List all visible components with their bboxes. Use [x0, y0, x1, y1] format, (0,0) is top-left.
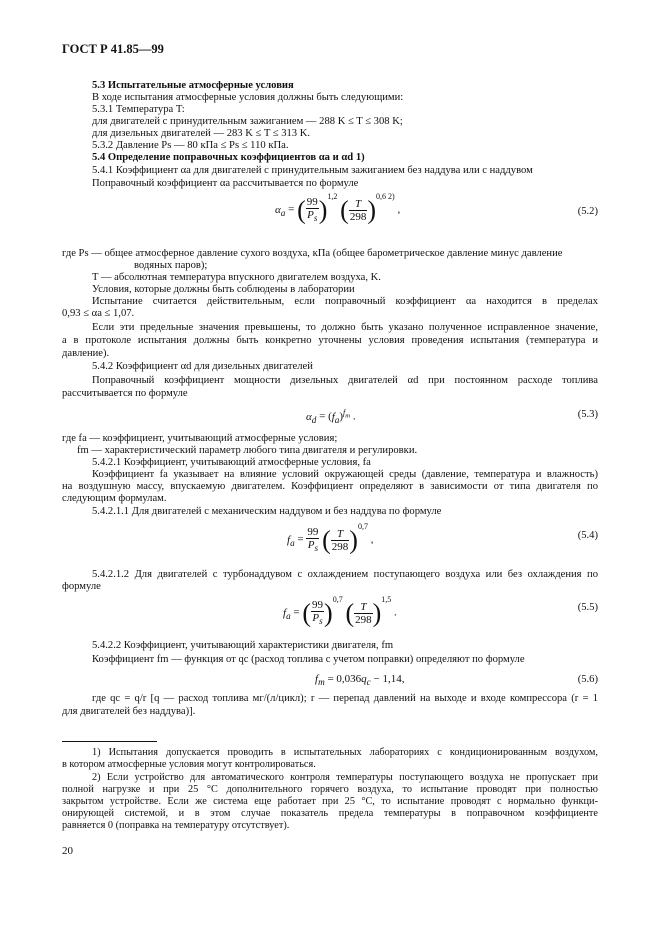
paragraph: T — абсолютная температура впускного двигателем воздуха, K. — [92, 272, 381, 283]
equation-5-3: $\alpha_d = (f_a)^{f_m}$ . — [306, 408, 356, 425]
paragraph: fm — характеристический параметр любого типа двигателя и регулировки. — [77, 445, 418, 456]
footnote-divider — [62, 741, 157, 742]
paragraph: 5.4.2.1 Коэффициент, учитывающий атмосферные условия, fa — [92, 457, 371, 468]
equation-number: (5.2) — [577, 206, 598, 217]
page-header: ГОСТ Р 41.85—99 — [62, 42, 164, 56]
equation-5-4: $f_a$ = $\frac{99}{P_s}$ ( $\frac{T}{298}$ )$^{0,7}$ , — [287, 522, 374, 555]
paragraph: для двигателей без наддува)]. — [62, 706, 196, 717]
paragraph: Поправочный коэффициент мощности дизельных двигателей αd при постоянном расходе топлива — [92, 375, 598, 386]
paragraph: Коэффициент fm — функция от qc (расход топлива с учетом поправки) определяют по формуле — [92, 654, 525, 665]
paragraph: Коэффициент fa указывает на влияние условий окружающей среды (давление, температура и влажность) — [92, 469, 598, 480]
paragraph: для дизельных двигателей — 283 K ≤ T ≤ 313 K. — [92, 128, 311, 139]
footnote-1: 1) Испытания допускается проводить в испытательных лабораториях с кондиционированным воздухом, — [92, 747, 598, 758]
paragraph: 5.4.2.1.2 Для двигателей с турбонаддувом с охлаждением поступающего воздуха или без охлаждения по — [92, 569, 598, 580]
paragraph: следующим формулам. — [62, 493, 167, 504]
paragraph: 0,93 ≤ αa ≤ 1,07. — [62, 308, 135, 319]
paragraph: а в протоколе испытания должны быть конкретно уточнены условия проведения испытания (температура и — [62, 335, 598, 346]
footnote-1: в котором атмосферные условия могут контролироваться. — [62, 759, 316, 770]
paragraph: где Ps — общее атмосферное давление сухого воздуха, кПа (общее барометрическое давление минус давление — [62, 248, 563, 259]
equation-number: (5.4) — [577, 530, 598, 541]
equation-number: (5.6) — [577, 674, 598, 685]
paragraph: формуле — [62, 581, 101, 592]
paragraph: 5.3.1 Температура T: — [92, 104, 185, 115]
section-heading-5-3: 5.3 Испытательные атмосферные условия — [92, 80, 294, 91]
paragraph: для двигателей с принудительным зажиганием — 288 K ≤ T ≤ 308 K; — [92, 116, 403, 127]
equation-5-5: $f_a$ = ( $\frac{99}{P_s}$ )$^{0,7}$ ( $\frac{T}{298}$ )$^{1,5}$ . — [283, 595, 397, 628]
section-heading-5-4: 5.4 Определение поправочных коэффициентов αa и αd 1) — [92, 152, 365, 163]
paragraph: 5.4.1 Коэффициент αa для двигателей с принудительным зажиганием без наддува или с наддувом — [92, 165, 533, 176]
footnote-2: полной нагрузке и при 25 °С дополнительного горячего воздуха, то испытание проводят при полностью — [62, 784, 598, 795]
paragraph: В ходе испытания атмосферные условия должны быть следующими: — [92, 92, 404, 103]
paragraph: где fa — коэффициент, учитывающий атмосферные условия; — [62, 433, 338, 444]
paragraph: Испытание считается действительным, если поправочный коэффициент αa находится в пределах — [92, 296, 598, 307]
paragraph: Условия, которые должны быть соблюдены в лаборатории — [92, 284, 355, 295]
equation-5-6: $f_m = 0,036q_c - 1,14$, — [315, 673, 405, 688]
footnote-2: 2) Если устройство для автоматического контроля температуры поступающего воздуха не пропускает при — [92, 772, 598, 783]
paragraph: водяных паров); — [134, 260, 208, 271]
paragraph: Поправочный коэффициент αa рассчитывается по формуле — [92, 178, 359, 189]
equation-5-2: $\alpha_a$ = ( $\frac{99}{P_s}$ )$^{1,2}$ ( $\frac{T}{298}$ )$^{0,6 2)}$ , — [275, 192, 401, 225]
page-number: 20 — [62, 845, 73, 857]
equation-number: (5.3) — [577, 409, 598, 420]
paragraph: Если эти предельные значения превышены, то должно быть указано полученное исправленное значение, — [92, 322, 598, 333]
paragraph: 5.4.2.1.1 Для двигателей с механическим наддувом и без наддува по формуле — [92, 506, 442, 517]
footnote-2: онирующей системой, и в этом случае показатель предела температуры в поправочном коэффициенте — [62, 808, 598, 819]
paragraph: давление). — [62, 348, 110, 359]
paragraph: на воздушную массу, впускаемую двигателем. Коэффициент определяют в зависимости от типа двигателя по — [62, 481, 598, 492]
equation-number: (5.5) — [577, 602, 598, 613]
paragraph: 5.4.2 Коэффициент αd для дизельных двигателей — [92, 361, 313, 372]
paragraph: 5.4.2.2 Коэффициент, учитывающий характеристики двигателя, fm — [92, 640, 394, 651]
footnote-2: закрытом устройстве. Если же система еще работает при 25 °С, то испытание проводят с нормально функци- — [62, 796, 598, 807]
paragraph: рассчитывается по формуле — [62, 388, 188, 399]
paragraph: 5.3.2 Давление Ps — 80 кПа ≤ Ps ≤ 110 кПа. — [92, 140, 289, 151]
footnote-2: равняется 0 (поправка на температуру отсутствует). — [62, 820, 290, 831]
paragraph: где qc = q/r [q — расход топлива мг/(л/цикл); r — перепад давлений на выходе и входе компрессора (r = 1 — [92, 693, 598, 704]
